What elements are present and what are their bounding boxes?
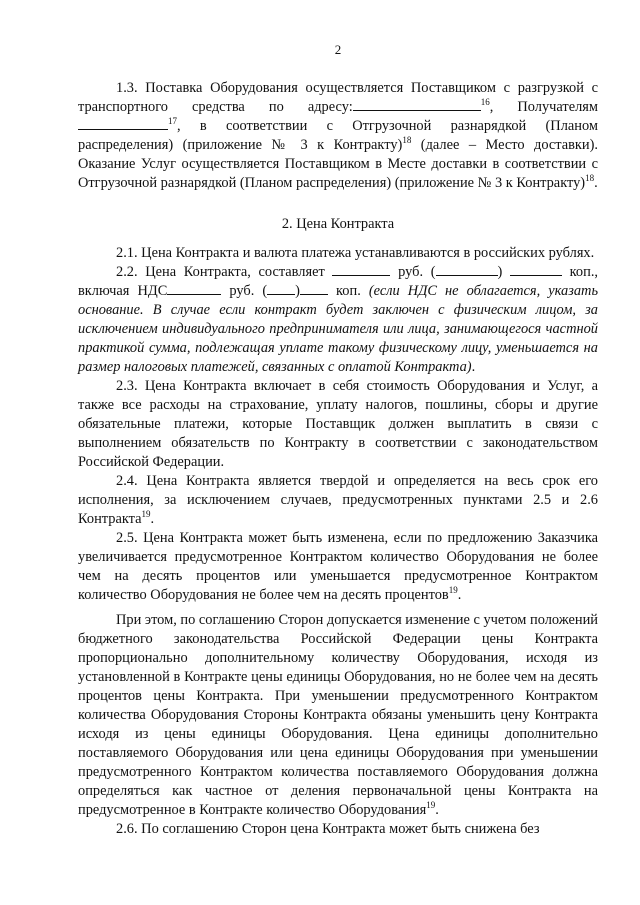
blank-vat-kop[interactable] xyxy=(300,282,328,295)
clause-2-2-text: руб. ( xyxy=(229,283,268,299)
blank-vat-words[interactable] xyxy=(267,282,295,295)
clause-2-4-text: . xyxy=(150,511,155,527)
clause-1-3-text-a: 1.3. Поставка Оборудования осуществляется Поставщиком с разгрузкой с транспортного средства по адресу: xyxy=(78,80,598,115)
clause-2-2 xyxy=(78,263,598,377)
footnote-ref: 19 xyxy=(141,509,151,520)
clause-2-2-text: . xyxy=(471,359,476,375)
clause-2-2-text: ) xyxy=(295,283,300,299)
clause-2-6: 2.6. По соглашению Сторон цена Контракта может быть снижена без xyxy=(116,821,540,837)
clause-2-2-text: руб. ( xyxy=(398,264,436,280)
clause-1-3-text-b: , Получателям xyxy=(489,99,598,115)
section-heading: 2. Цена Контракта xyxy=(281,216,395,232)
document-page xyxy=(78,40,598,839)
clause-1-3-text-d: (далее – Место доставки). Оказание Услуг осуществляется Поставщиком в Месте доставки в соответствии с Отгрузочной разнарядкой (Планом распределения) (приложение № 3 к Контракту) xyxy=(78,137,598,191)
clause-2-2-text: ) xyxy=(497,264,503,280)
clause-2-1: 2.1. Цена Контракта и валюта платежа устанавливаются в российских рублях. xyxy=(116,245,595,261)
footnote-ref: 18 xyxy=(585,173,595,184)
footnote-ref: 18 xyxy=(402,135,412,146)
blank-price-words[interactable] xyxy=(436,263,498,276)
clause-2-5-continued-text: . xyxy=(435,802,439,818)
footnote-ref: 19 xyxy=(448,585,458,596)
page-number: 2 xyxy=(334,42,342,57)
blank-vat-rub[interactable] xyxy=(167,282,221,295)
clause-2-2-text: коп. xyxy=(336,283,361,299)
clause-2-2-text: 2.2. Цена Контракта, составляет xyxy=(116,264,325,280)
blank-price-rub[interactable] xyxy=(332,263,390,276)
clause-2-5-text: . xyxy=(457,587,462,603)
blank-recipients[interactable] xyxy=(78,117,168,130)
clause-2-2-text: коп., включая НДС xyxy=(78,264,599,299)
footnote-ref: 17 xyxy=(168,116,177,127)
clause-2-4 xyxy=(78,472,598,529)
blank-price-kop[interactable] xyxy=(510,263,562,276)
clause-1-3-text-c: , в соответствии с Отгрузочной разнарядкой (Планом распределения) (приложение № 3 к Контракту) xyxy=(78,118,598,153)
clause-2-3: 2.3. Цена Контракта включает в себя стоимость Оборудования и Услуг, а также все расходы на страхование, уплату налогов, пошлины, сборы и другие обязательные платежи, которые Поставщик должен выплатить в связи с выполнением обязательств по Контракту в соответствии с законодательством Российской Федерации. xyxy=(78,378,598,470)
clause-2-2-italic-note: (если НДС не облагается, указать основание. В случае если контракт будет заключен с физическим лицом, за исключением индивидуального предпринимателя или лица, занимающегося частной практикой сумма, подлежащая уплате такому физическому лицу, уменьшается на размер налоговых платежей, связанных с оплатой Контракта) xyxy=(78,283,598,375)
footnote-ref: 16 xyxy=(480,97,490,108)
clause-2-4-text: 2.4. Цена Контракта является твердой и определяется на весь срок его исполнения, за исключением случаев, предусмотренных пунктами 2.5 и 2.6 Контракта xyxy=(78,473,598,527)
clause-2-5 xyxy=(78,529,598,605)
clause-2-5-continued xyxy=(78,611,598,820)
clause-1-3: 1.3. Поставка Оборудования осуществляется Поставщиком с разгрузкой с транспортного средства по адресу: $^{16}$, Получателям $^{17}$, в соответствии с Отгрузочной разнарядкой (Планом распределения) (приложение № 3 к Контракту)$^{18}$ (далее – Место доставки). Оказание Услуг осуществляется Поставщиком в Месте доставки в соответствии с Отгрузочной разнарядкой (Планом распределения) (приложение № 3 к Контракту)$^{18}$. xyxy=(78,80,598,191)
footnote-ref: 19 xyxy=(426,800,436,811)
blank-address[interactable] xyxy=(353,98,481,111)
clause-2-5-continued-text: При этом, по соглашению Сторон допускается изменение с учетом положений бюджетного законодательства Российской Федерации цены Контракта пропорционально дополнительному количеству Оборудования, исходя из установленной в Контракте цены единицы Оборудования, но не более чем на десять процентов цены Контракта. При уменьшении предусмотренного Контрактом количества Оборудования Стороны Контракта обязаны уменьшить цену Контракта исходя из цены единицы Оборудования. Цена единицы дополнительно поставляемого Оборудования или цена единицы Оборудования при уменьшении предусмотренного Контрактом количества поставляемого Оборудования должна определяться как частное от деления первоначальной цены Контракта на предусмотренное в Контракте количество Оборудования xyxy=(78,612,598,818)
clause-2-5-text: 2.5. Цена Контракта может быть изменена, если по предложению Заказчика увеличивается предусмотренное Контрактом количество Оборудования не более чем на десять процентов или уменьшается предусмотренное Контрактом количество Оборудования не более чем на десять процентов xyxy=(78,530,598,603)
